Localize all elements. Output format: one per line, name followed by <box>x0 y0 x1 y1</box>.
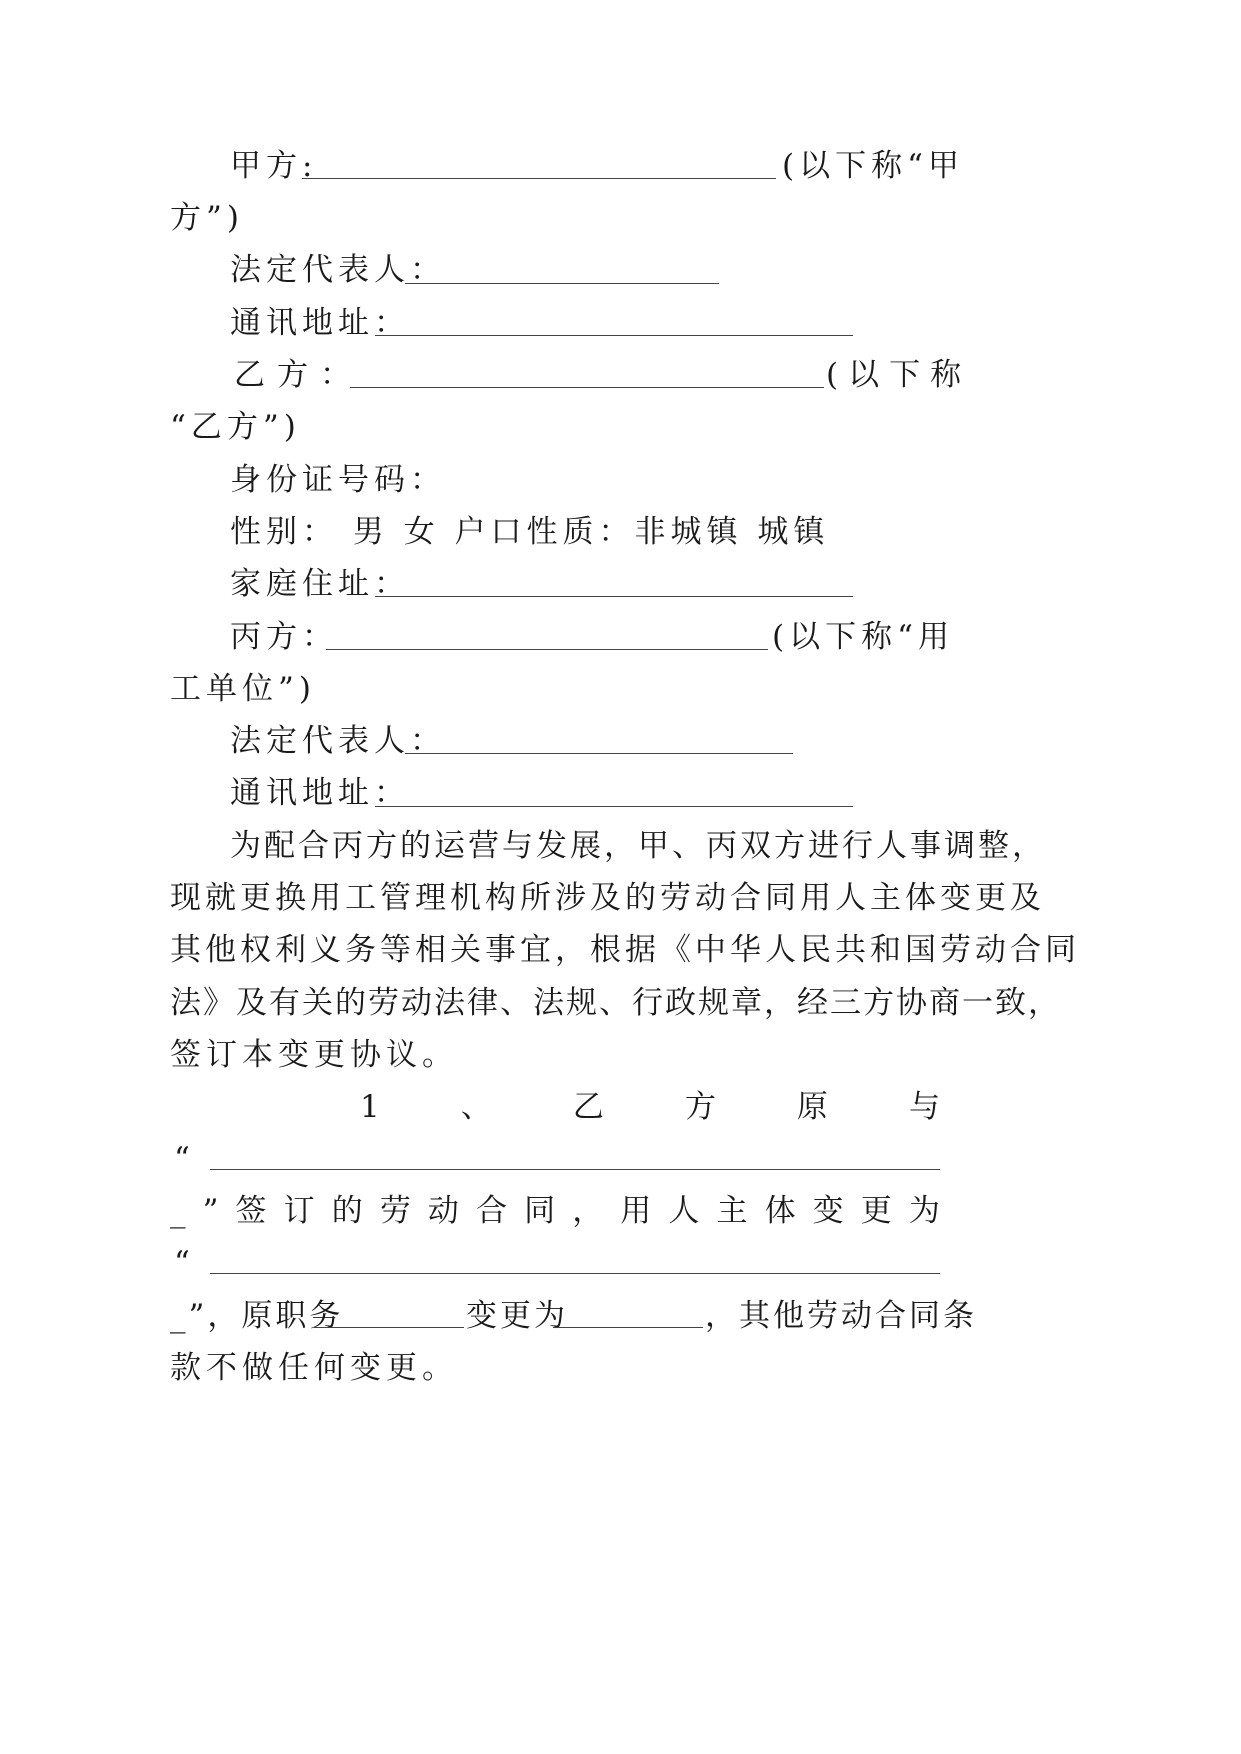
clause-char: 与 <box>908 1089 940 1125</box>
party-b-label: 乙方： <box>234 357 363 393</box>
clause-char: 原 <box>796 1089 828 1125</box>
clause-char: 方 <box>684 1089 716 1125</box>
clause-char: 合 <box>476 1193 508 1229</box>
party-a-label: 甲方: <box>230 148 318 184</box>
clause-1-line-3 <box>170 1191 940 1231</box>
clause-char: 1 <box>360 1089 380 1125</box>
b-home-blank[interactable] <box>375 596 853 597</box>
intro-line-2: 现就更换用工管理机构所涉及的劳动合同用人主体变更及 <box>170 880 1045 916</box>
clause-char: _ <box>170 1193 186 1229</box>
clause-char: 乙 <box>572 1089 604 1125</box>
clause-char: ” <box>202 1193 219 1229</box>
clause-char: 变 <box>812 1193 844 1229</box>
b-home-label: 家庭住址： <box>230 566 410 602</box>
clause-char: 动 <box>427 1193 459 1229</box>
b-id-label: 身份证号码： <box>230 462 446 498</box>
new-position-blank[interactable] <box>553 1327 703 1328</box>
a-rep-blank[interactable] <box>405 283 719 284</box>
c-rep-blank[interactable] <box>405 753 793 754</box>
clause-1-line-6: 款不做任何变更。 <box>170 1350 458 1386</box>
party-b-suffix: (以下称 <box>826 357 972 393</box>
clause-char: 的 <box>331 1193 363 1229</box>
clause-char: 更 <box>860 1193 892 1229</box>
clause-char: 主 <box>716 1193 748 1229</box>
clause-char: 为 <box>908 1193 940 1229</box>
clause-1-line-5-b: 变更为 <box>466 1298 568 1334</box>
party-a-blank[interactable] <box>302 178 776 179</box>
party-c-blank[interactable] <box>326 649 768 650</box>
clause-1-line-5-c: ，其他劳动合同条 <box>705 1298 977 1334</box>
new-employer-blank[interactable] <box>210 1273 940 1274</box>
party-b-suffix-cont: “乙方”) <box>170 409 301 445</box>
clause-1-line-5-a: _”，原职务 <box>170 1298 344 1334</box>
clause-1-line-1 <box>360 1087 940 1127</box>
clause-char: 用 <box>620 1193 652 1229</box>
party-c-suffix: (以下称“用 <box>772 619 954 655</box>
party-c-suffix-cont: 工单位”) <box>170 671 316 707</box>
intro-line-3: 其他权利义务等相关事宜，根据《中华人民共和国劳动合同 <box>170 932 1080 968</box>
a-rep-label: 法定代表人： <box>230 252 446 288</box>
a-addr-label: 通讯地址： <box>230 305 410 341</box>
party-a-suffix: (以下称“甲 <box>782 148 964 184</box>
clause-char: 体 <box>764 1193 796 1229</box>
open-quote-2: “ <box>174 1245 195 1281</box>
clause-char: ， <box>572 1193 604 1229</box>
party-a-suffix-cont: 方”) <box>170 200 244 236</box>
clause-char: 签 <box>235 1193 267 1229</box>
original-employer-blank[interactable] <box>210 1169 940 1170</box>
c-rep-label: 法定代表人： <box>230 723 446 759</box>
party-c-label: 丙方： <box>230 619 338 655</box>
intro-line-5: 签订本变更协议。 <box>170 1037 458 1073</box>
c-addr-label: 通讯地址： <box>230 775 410 811</box>
a-addr-blank[interactable] <box>375 335 853 336</box>
original-position-blank[interactable] <box>314 1327 464 1328</box>
b-gender-line: 性别： 男 女 户口性质：非城镇 城镇 <box>230 514 830 550</box>
clause-char: 、 <box>460 1089 492 1125</box>
clause-char: 劳 <box>379 1193 411 1229</box>
clause-char: 订 <box>283 1193 315 1229</box>
intro-line-4: 法》及有关的劳动法律、法规、行政规章，经三方协商一致， <box>170 985 1061 1021</box>
clause-char: 人 <box>668 1193 700 1229</box>
intro-line-1: 为配合丙方的运营与发展，甲、丙双方进行人事调整， <box>230 828 1046 864</box>
clause-char: 同 <box>524 1193 556 1229</box>
party-b-blank[interactable] <box>350 387 824 388</box>
c-addr-blank[interactable] <box>375 806 853 807</box>
open-quote-1: “ <box>174 1141 195 1177</box>
